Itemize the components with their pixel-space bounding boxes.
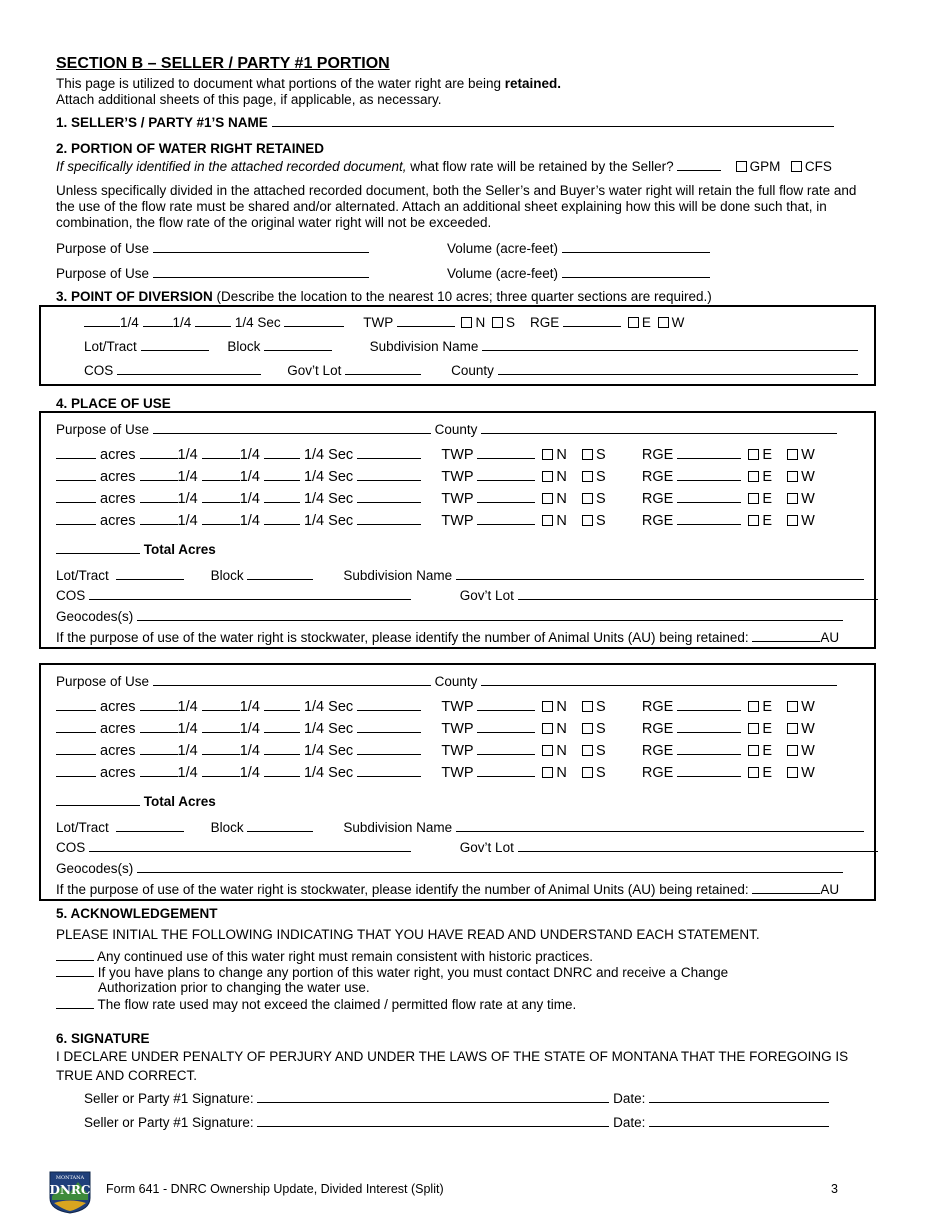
n-checkbox[interactable] <box>542 767 553 778</box>
subdivision-field[interactable] <box>456 567 864 580</box>
e-checkbox[interactable] <box>748 745 759 756</box>
sec-field[interactable] <box>357 512 421 525</box>
pou-acre-row: acres 1/4 1/4 1/4 Sec TWP N S RGE E W <box>56 468 815 485</box>
q3-field[interactable] <box>264 446 300 459</box>
signature-row-2: Seller or Party #1 Signature: Date: <box>84 1114 829 1130</box>
acres-field[interactable] <box>56 764 96 777</box>
block-field[interactable] <box>247 819 313 832</box>
e-checkbox[interactable] <box>748 471 759 482</box>
rge-field[interactable] <box>677 446 741 459</box>
govlot-field[interactable] <box>518 587 878 600</box>
q3-field[interactable] <box>264 698 300 711</box>
s-checkbox[interactable] <box>582 701 593 712</box>
dnrc-logo <box>46 1168 94 1214</box>
date-field-2[interactable] <box>649 1114 829 1127</box>
ack-1-initial[interactable] <box>56 948 94 961</box>
rge-field[interactable] <box>677 720 741 733</box>
e-checkbox[interactable] <box>748 701 759 712</box>
acres-field[interactable] <box>56 742 96 755</box>
q1-field[interactable] <box>140 512 178 525</box>
pou-lot-row: Lot/Tract Block Subdivision Name <box>56 819 864 835</box>
sec-field[interactable] <box>357 764 421 777</box>
q2-field[interactable] <box>202 490 240 503</box>
ack-2b: Authorization prior to changing the water use. <box>98 980 370 995</box>
rge-field[interactable] <box>677 742 741 755</box>
twp-field[interactable] <box>477 490 535 503</box>
e-checkbox[interactable] <box>748 767 759 778</box>
signature-field-1[interactable] <box>257 1090 609 1103</box>
s-checkbox[interactable] <box>582 449 593 460</box>
s-checkbox[interactable] <box>582 767 593 778</box>
geocode-field[interactable] <box>137 860 843 873</box>
page-number: 3 <box>831 1182 838 1196</box>
n-checkbox[interactable] <box>542 701 553 712</box>
acres-field[interactable] <box>56 446 96 459</box>
pod-q2-field[interactable] <box>143 314 173 327</box>
q5-label: 5. ACKNOWLEDGEMENT <box>56 906 218 921</box>
acres-field[interactable] <box>56 698 96 711</box>
section-title: SECTION B – SELLER / PARTY #1 PORTION <box>56 55 390 72</box>
footer-form: Form 641 - DNRC Ownership Update, Divided Interest (Split) <box>106 1182 444 1196</box>
q1-field[interactable] <box>140 764 178 777</box>
s-checkbox[interactable] <box>582 471 593 482</box>
pou-stockwater-row: If the purpose of use of the water right is stockwater, please identify the number of Animal Units (AU) being retained: AU <box>56 882 840 897</box>
cos-field[interactable] <box>89 587 411 600</box>
ack-1: Any continued use of this water right must remain consistent with historic practices. <box>56 948 593 964</box>
q2-field[interactable] <box>202 468 240 481</box>
w-checkbox[interactable] <box>787 471 798 482</box>
pou-acre-row: acres 1/4 1/4 1/4 Sec TWP N S RGE E W <box>56 764 815 781</box>
pou-purpose-row: Purpose of Use County <box>56 673 837 689</box>
purpose-row-1: Purpose of Use <box>56 240 369 256</box>
twp-field[interactable] <box>477 512 535 525</box>
twp-field[interactable] <box>477 764 535 777</box>
q2-field[interactable] <box>202 720 240 733</box>
pou-county-field[interactable] <box>481 673 837 686</box>
ack-3-initial[interactable] <box>56 996 94 1009</box>
q1-field[interactable] <box>140 698 178 711</box>
w-checkbox[interactable] <box>787 745 798 756</box>
twp-field[interactable] <box>477 742 535 755</box>
lot-field[interactable] <box>116 819 184 832</box>
pod-n-checkbox[interactable] <box>461 317 472 328</box>
lot-field[interactable] <box>116 567 184 580</box>
n-checkbox[interactable] <box>542 449 553 460</box>
rge-field[interactable] <box>677 764 741 777</box>
geocode-field[interactable] <box>137 608 843 621</box>
w-checkbox[interactable] <box>787 449 798 460</box>
pou-acre-row: acres 1/4 1/4 1/4 Sec TWP N S RGE E W <box>56 742 815 759</box>
q3-field[interactable] <box>264 490 300 503</box>
s-checkbox[interactable] <box>582 745 593 756</box>
gpm-checkbox[interactable] <box>736 161 747 172</box>
pod-e-checkbox[interactable] <box>628 317 639 328</box>
rge-field[interactable] <box>677 512 741 525</box>
q3-field[interactable] <box>264 764 300 777</box>
q2-label: 2. PORTION OF WATER RIGHT RETAINED <box>56 141 325 156</box>
q5-instruction: PLEASE INITIAL THE FOLLOWING INDICATING THAT YOU HAVE READ AND UNDERSTAND EACH STATEMENT. <box>56 927 760 942</box>
total-acres-row: Total Acres <box>56 793 216 809</box>
q1-field[interactable] <box>140 490 178 503</box>
seller-name-field[interactable] <box>272 114 834 127</box>
q2-field[interactable] <box>202 446 240 459</box>
ack-2-initial[interactable] <box>56 964 94 977</box>
rge-field[interactable] <box>677 490 741 503</box>
w-checkbox[interactable] <box>787 493 798 504</box>
subdivision-field[interactable] <box>456 819 864 832</box>
twp-field[interactable] <box>477 446 535 459</box>
q3-field[interactable] <box>264 468 300 481</box>
q3-field[interactable] <box>264 742 300 755</box>
pou-purpose-field[interactable] <box>153 421 431 434</box>
govlot-field[interactable] <box>518 839 878 852</box>
pou-acre-row: acres 1/4 1/4 1/4 Sec TWP N S RGE E W <box>56 490 815 507</box>
q4-label: 4. PLACE OF USE <box>56 396 171 411</box>
q2-para-3: combination, the flow rate of the original water right will not be exceeded. <box>56 215 492 230</box>
logo-top-text: MONTANA <box>55 1175 85 1181</box>
q2-field[interactable] <box>202 512 240 525</box>
pou-cos-row: COS Gov’t Lot <box>56 839 878 855</box>
ack-2: If you have plans to change any portion of this water right, you must contact DNRC and receive a Change <box>56 964 728 980</box>
q3-field[interactable] <box>264 720 300 733</box>
q2-field[interactable] <box>202 764 240 777</box>
pod-q1-field[interactable] <box>84 314 120 327</box>
s-checkbox[interactable] <box>582 493 593 504</box>
n-checkbox[interactable] <box>542 723 553 734</box>
pod-sec-field[interactable] <box>284 314 344 327</box>
logo-main-text: DNRC <box>49 1183 91 1197</box>
q1-field[interactable] <box>140 742 178 755</box>
pou-purpose-field[interactable] <box>153 673 431 686</box>
q1-label: 1. SELLER’S / PARTY #1’S NAME <box>56 114 834 130</box>
e-checkbox[interactable] <box>748 493 759 504</box>
pod-rge-field[interactable] <box>563 314 621 327</box>
pou-cos-row: COS Gov’t Lot <box>56 587 878 603</box>
pou-purpose-row: Purpose of Use County <box>56 421 837 437</box>
q2-para-1: Unless specifically divided in the attached recorded document, both the Seller’s and Buyer’s water right will retain the full flow rate and <box>56 183 857 198</box>
twp-field[interactable] <box>477 720 535 733</box>
pod-govlot-field[interactable] <box>345 362 421 375</box>
q1-field[interactable] <box>140 468 178 481</box>
sec-field[interactable] <box>357 742 421 755</box>
pod-county-field[interactable] <box>498 362 858 375</box>
q3-label: 3. POINT OF DIVERSION (Describe the location to the nearest 10 acres; three quarter sections are required.) <box>56 289 712 304</box>
w-checkbox[interactable] <box>787 767 798 778</box>
q1-field[interactable] <box>140 446 178 459</box>
purpose-field-2[interactable] <box>153 265 369 278</box>
volume-field-1[interactable] <box>562 240 710 253</box>
pod-cos-row: COS Gov’t Lot County <box>84 362 858 378</box>
pod-q3-field[interactable] <box>195 314 231 327</box>
rge-field[interactable] <box>677 698 741 711</box>
pod-subdivision-field[interactable] <box>482 338 858 351</box>
purpose-field-1[interactable] <box>153 240 369 253</box>
total-acres-field[interactable] <box>56 541 140 554</box>
pou-stockwater-row: If the purpose of use of the water right is stockwater, please identify the number of Animal Units (AU) being retained: AU <box>56 630 840 645</box>
pou-county-field[interactable] <box>481 421 837 434</box>
block-field[interactable] <box>247 567 313 580</box>
e-checkbox[interactable] <box>748 723 759 734</box>
q3-field[interactable] <box>264 512 300 525</box>
sec-field[interactable] <box>357 490 421 503</box>
acres-field[interactable] <box>56 490 96 503</box>
sec-field[interactable] <box>357 720 421 733</box>
q6-label: 6. SIGNATURE <box>56 1031 150 1046</box>
n-checkbox[interactable] <box>542 493 553 504</box>
signature-field-2[interactable] <box>257 1114 609 1127</box>
date-field-1[interactable] <box>649 1090 829 1103</box>
q2-question: If specifically identified in the attached recorded document, what flow rate will be retained by the Seller? GPM CFS <box>56 159 832 174</box>
au-field[interactable] <box>752 629 820 642</box>
n-checkbox[interactable] <box>542 745 553 756</box>
q1-field[interactable] <box>140 720 178 733</box>
s-checkbox[interactable] <box>582 723 593 734</box>
pod-s-checkbox[interactable] <box>492 317 503 328</box>
sec-field[interactable] <box>357 468 421 481</box>
acres-field[interactable] <box>56 512 96 525</box>
e-checkbox[interactable] <box>748 449 759 460</box>
declaration-2: TRUE AND CORRECT. <box>56 1068 198 1083</box>
e-checkbox[interactable] <box>748 515 759 526</box>
n-checkbox[interactable] <box>542 515 553 526</box>
pod-twp-field[interactable] <box>397 314 455 327</box>
cfs-checkbox[interactable] <box>791 161 802 172</box>
w-checkbox[interactable] <box>787 515 798 526</box>
section-intro-2: Attach additional sheets of this page, if applicable, as necessary. <box>56 92 442 107</box>
au-field[interactable] <box>752 881 820 894</box>
total-acres-field[interactable] <box>56 793 140 806</box>
q2-para-2: the use of the flow rate must be shared and/or alternated. Attach an additional sheet explaining how this will be done such that, in <box>56 199 827 214</box>
ack-3: The flow rate used may not exceed the claimed / permitted flow rate at any time. <box>56 996 576 1012</box>
pou-acre-row: acres 1/4 1/4 1/4 Sec TWP N S RGE E W <box>56 698 815 715</box>
n-checkbox[interactable] <box>542 471 553 482</box>
pou-acre-row: acres 1/4 1/4 1/4 Sec TWP N S RGE E W <box>56 512 815 529</box>
w-checkbox[interactable] <box>787 723 798 734</box>
cos-field[interactable] <box>89 839 411 852</box>
twp-field[interactable] <box>477 468 535 481</box>
pod-location-row: 1/4 1/4 1/4 Sec TWP N S RGE E W <box>84 314 684 330</box>
purpose-row-2: Purpose of Use <box>56 265 369 281</box>
q2-field[interactable] <box>202 698 240 711</box>
pou-geocode-row: Geocodes(s) <box>56 860 843 876</box>
pod-lot-field[interactable] <box>141 338 209 351</box>
volume-row-2: Volume (acre-feet) <box>447 265 710 281</box>
signature-row-1: Seller or Party #1 Signature: Date: <box>84 1090 829 1106</box>
pou-acre-row: acres 1/4 1/4 1/4 Sec TWP N S RGE E W <box>56 720 815 737</box>
w-checkbox[interactable] <box>787 701 798 712</box>
pod-cos-field[interactable] <box>117 362 261 375</box>
pod-lot-row: Lot/Tract Block Subdivision Name <box>84 338 858 354</box>
pod-block-field[interactable] <box>264 338 332 351</box>
acres-field[interactable] <box>56 720 96 733</box>
section-intro: This page is utilized to document what portions of the water right are being retained. <box>56 76 562 91</box>
volume-field-2[interactable] <box>562 265 710 278</box>
acres-field[interactable] <box>56 468 96 481</box>
pou-lot-row: Lot/Tract Block Subdivision Name <box>56 567 864 583</box>
pod-w-checkbox[interactable] <box>658 317 669 328</box>
pou-acre-row: acres 1/4 1/4 1/4 Sec TWP N S RGE E W <box>56 446 815 463</box>
flow-rate-field[interactable] <box>677 158 721 171</box>
declaration-1: I DECLARE UNDER PENALTY OF PERJURY AND UNDER THE LAWS OF THE STATE OF MONTANA THAT THE FOREGOING IS <box>56 1049 849 1064</box>
rge-field[interactable] <box>677 468 741 481</box>
twp-field[interactable] <box>477 698 535 711</box>
q2-field[interactable] <box>202 742 240 755</box>
s-checkbox[interactable] <box>582 515 593 526</box>
total-acres-row: Total Acres <box>56 541 216 557</box>
sec-field[interactable] <box>357 698 421 711</box>
sec-field[interactable] <box>357 446 421 459</box>
pou-geocode-row: Geocodes(s) <box>56 608 843 624</box>
volume-row-1: Volume (acre-feet) <box>447 240 710 256</box>
